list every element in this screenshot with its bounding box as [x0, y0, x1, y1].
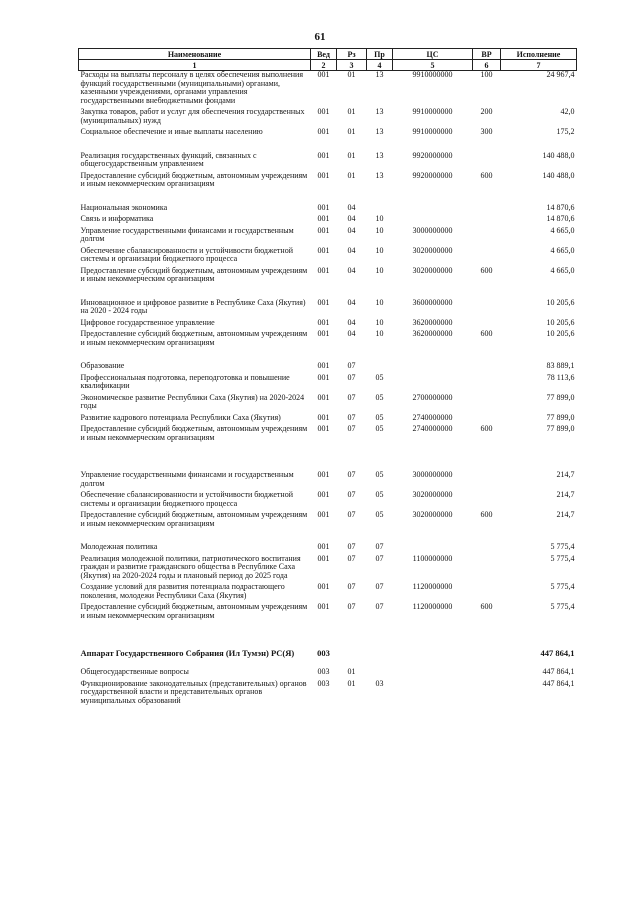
row-rz: 07 — [347, 372, 356, 382]
table-row — [79, 555, 577, 584]
row-cs: 2740000000 — [412, 412, 453, 422]
row-cs: 1120000000 — [412, 602, 453, 611]
row-name: Инновационное и цифровое развитие в Республике Саха (Якутия) на 2020 - 2024 годы — [80, 297, 306, 315]
row-pr: 03 — [375, 678, 384, 688]
row-amount: 5 775,4 — [550, 542, 575, 551]
row-name: Предоставление субсидий бюджетным, автономным учреждениям и иным некоммерческим организациям — [80, 265, 308, 283]
table-row — [79, 491, 577, 511]
row-ved: 001 — [317, 317, 330, 327]
header-number-row — [79, 60, 577, 71]
table-row — [79, 394, 577, 414]
table-row — [79, 215, 577, 227]
row-vr — [473, 374, 501, 394]
row-pr: 05 — [375, 510, 384, 519]
row-cs: 1120000000 — [412, 582, 453, 591]
row-name: Молодежная политика — [80, 542, 158, 551]
row-ved: 001 — [317, 412, 330, 422]
row-vr: 200 — [480, 107, 493, 116]
row-cs: 3000000000 — [412, 225, 453, 235]
table-row — [79, 267, 577, 287]
row-ved: 001 — [317, 245, 330, 255]
row-vr: 600 — [480, 265, 493, 275]
row-ved: 003 — [317, 648, 330, 658]
row-pr: 13 — [375, 170, 384, 180]
row-pr: 07 — [375, 542, 384, 551]
row-rz: 07 — [347, 361, 356, 370]
row-vr — [473, 445, 501, 491]
row-name: Управление государственными финансами и государственным долгом — [80, 470, 294, 488]
row-vr: 300 — [480, 127, 493, 136]
row-pr: 05 — [375, 470, 384, 479]
row-ved: 001 — [317, 582, 330, 591]
table-row — [79, 330, 577, 350]
row-rz: 07 — [347, 470, 356, 479]
table-row — [79, 247, 577, 267]
row-cs: 2700000000 — [412, 392, 453, 402]
row-amount: 24 967,4 — [546, 70, 575, 79]
row-amount: 10 205,6 — [546, 329, 575, 338]
row-amount: 175,2 — [556, 127, 575, 136]
row-rz: 07 — [347, 424, 356, 433]
row-amount: 447 864,1 — [542, 667, 575, 676]
row-pr: 05 — [375, 490, 384, 499]
row-ved: 001 — [317, 297, 330, 307]
row-vr — [473, 583, 501, 603]
col-header-ved: Вед — [311, 49, 337, 60]
row-cs: 3020000000 — [412, 245, 453, 255]
row-vr — [473, 140, 501, 172]
row-ved: 001 — [317, 372, 330, 382]
row-rz — [337, 623, 367, 668]
col-header-cs: ЦС — [393, 49, 473, 60]
row-name: Закупка товаров, работ и услуг для обеспечения государственных (муниципальных) нужд — [80, 107, 305, 125]
row-pr: 07 — [375, 602, 384, 611]
row-vr — [473, 227, 501, 247]
table-row — [79, 140, 577, 172]
row-cs: 3600000000 — [412, 297, 453, 307]
table-row — [79, 128, 577, 140]
page-number: 61 — [314, 31, 326, 43]
row-ved: 001 — [317, 392, 330, 402]
row-name: Социальное обеспечение и иные выплаты населению — [80, 127, 263, 136]
row-amount: 42,0 — [560, 107, 575, 116]
row-amount: 4 665,0 — [550, 245, 575, 255]
row-rz: 04 — [347, 297, 356, 307]
row-name: Управление государственными финансами и государственным долгом — [80, 225, 294, 243]
row-vr — [473, 247, 501, 267]
row-rz: 01 — [347, 678, 356, 688]
row-name: Связь и информатика — [80, 214, 154, 223]
row-amount: 78 113,6 — [546, 372, 575, 382]
row-amount: 77 899,0 — [546, 412, 575, 422]
row-pr: 05 — [375, 392, 384, 402]
table-row — [79, 511, 577, 531]
col-number: 7 — [501, 60, 577, 71]
row-pr: 13 — [375, 150, 384, 160]
row-pr — [367, 192, 393, 216]
row-rz: 04 — [347, 317, 356, 327]
row-amount: 447 864,1 — [540, 648, 575, 658]
row-pr: 10 — [375, 265, 384, 275]
row-name: Национальная экономика — [80, 202, 168, 212]
row-rz: 07 — [347, 582, 356, 591]
row-cs: 9920000000 — [412, 170, 453, 180]
row-pr — [367, 623, 393, 668]
row-rz: 01 — [347, 107, 356, 116]
row-pr: 10 — [375, 297, 384, 307]
row-ved: 001 — [317, 225, 330, 235]
row-name: Предоставление субсидий бюджетным, автономным учреждениям и иным некоммерческим организациям — [80, 170, 308, 188]
col-header-vr: ВР — [473, 49, 501, 60]
row-name: Предоставление субсидий бюджетным, автономным учреждениям и иным некоммерческим организациям — [80, 602, 308, 620]
header-row — [79, 49, 577, 60]
row-ved: 001 — [317, 490, 330, 499]
row-cs — [393, 623, 473, 668]
row-rz: 04 — [347, 245, 356, 255]
table-row — [79, 425, 577, 445]
row-ved: 001 — [317, 424, 330, 433]
col-number: 6 — [473, 60, 501, 71]
row-cs: 9920000000 — [412, 150, 453, 160]
table-row — [79, 71, 577, 109]
row-ved: 001 — [317, 107, 330, 116]
row-amount: 4 665,0 — [550, 225, 575, 235]
row-pr: 10 — [375, 329, 384, 338]
row-ved: 001 — [317, 214, 330, 223]
row-pr: 13 — [375, 127, 384, 136]
row-vr — [473, 668, 501, 680]
row-pr: 05 — [375, 372, 384, 382]
row-amount: 14 870,6 — [546, 214, 575, 223]
row-name: Предоставление субсидий бюджетным, автономным учреждениям и иным некоммерческим организациям — [80, 329, 308, 347]
row-amount: 4 665,0 — [550, 265, 575, 275]
table-row — [79, 668, 577, 680]
row-ved: 001 — [317, 170, 330, 180]
row-rz: 01 — [347, 70, 356, 79]
row-name: Предоставление субсидий бюджетным, автономным учреждениям и иным некоммерческим организациям — [80, 510, 308, 528]
row-amount: 5 775,4 — [550, 602, 575, 611]
row-vr: 600 — [480, 170, 493, 180]
row-cs — [393, 215, 473, 227]
row-ved: 001 — [317, 202, 330, 212]
row-amount: 83 889,1 — [546, 361, 575, 370]
row-rz: 01 — [347, 170, 356, 180]
row-rz: 07 — [347, 490, 356, 499]
row-name: Профессиональная подготовка, переподготовка и повышение квалификации — [80, 372, 290, 390]
row-vr — [473, 350, 501, 374]
row-amount: 77 899,0 — [546, 392, 575, 402]
row-amount: 5 775,4 — [550, 553, 575, 563]
col-header-pr: Пр — [367, 49, 393, 60]
row-cs — [393, 374, 473, 394]
row-rz: 04 — [347, 329, 356, 338]
row-amount: 140 488,0 — [542, 170, 575, 180]
row-pr: 05 — [375, 412, 384, 422]
row-ved: 001 — [317, 70, 330, 79]
table-row — [79, 603, 577, 623]
row-vr — [473, 491, 501, 511]
table-row — [79, 227, 577, 247]
row-cs — [393, 192, 473, 216]
row-vr — [473, 287, 501, 319]
row-name: Предоставление субсидий бюджетным, автономным учреждениям и иным некоммерческим организациям — [80, 424, 308, 442]
table-row — [79, 623, 577, 668]
row-cs: 9910000000 — [412, 107, 453, 116]
row-ved: 001 — [317, 127, 330, 136]
row-cs — [393, 680, 473, 709]
row-ved: 001 — [317, 510, 330, 519]
row-name: Аппарат Государственного Собрания (Ил Тумэн) РС(Я) — [80, 648, 295, 658]
row-amount: 10 205,6 — [546, 297, 575, 307]
col-number: 3 — [337, 60, 367, 71]
row-rz: 01 — [347, 667, 356, 676]
row-rz: 04 — [347, 225, 356, 235]
row-cs: 3020000000 — [412, 490, 453, 499]
col-number: 1 — [79, 60, 311, 71]
row-ved: 001 — [317, 470, 330, 479]
row-cs — [393, 668, 473, 680]
row-ved: 001 — [317, 361, 330, 370]
row-amount: 214,7 — [556, 490, 575, 499]
row-vr: 600 — [480, 510, 493, 519]
row-vr — [473, 680, 501, 709]
row-cs: 3620000000 — [412, 329, 453, 338]
row-vr: 600 — [480, 424, 493, 433]
row-name: Расходы на выплаты персоналу в целях обеспечения выполнения функций государственными (муниципальными) органами, казенными учреждениями, органами управления государственными внебюджетными фондами — [80, 70, 303, 105]
table-row — [79, 583, 577, 603]
row-rz: 04 — [347, 214, 356, 223]
row-cs: 3000000000 — [412, 470, 453, 479]
col-header-amount: Исполнение — [501, 49, 577, 60]
row-amount: 214,7 — [556, 470, 575, 479]
row-pr: 10 — [375, 225, 384, 235]
table-row — [79, 374, 577, 394]
row-amount: 10 205,6 — [546, 317, 575, 327]
row-vr: 600 — [480, 329, 493, 338]
row-cs: 9910000000 — [412, 127, 453, 136]
row-rz: 07 — [347, 553, 356, 563]
row-name: Обеспечение сбалансированности и устойчивости бюджетной системы и организации бюджетного процесса — [80, 490, 293, 508]
row-vr — [473, 394, 501, 414]
row-name: Развитие кадрового потенциала Республики Саха (Якутия) — [80, 412, 281, 422]
table-row — [79, 287, 577, 319]
row-ved: 001 — [317, 329, 330, 338]
row-amount: 5 775,4 — [550, 582, 575, 591]
row-cs: 9910000000 — [412, 70, 453, 79]
row-cs: 3020000000 — [412, 510, 453, 519]
row-ved: 001 — [317, 150, 330, 160]
row-cs: 2740000000 — [412, 424, 453, 433]
row-pr — [367, 350, 393, 374]
row-ved: 001 — [317, 553, 330, 563]
row-name: Обеспечение сбалансированности и устойчивости бюджетной системы и организации бюджетного процесса — [80, 245, 293, 263]
row-pr: 05 — [375, 424, 384, 433]
row-rz: 07 — [347, 510, 356, 519]
row-ved: 001 — [317, 602, 330, 611]
table-row — [79, 680, 577, 709]
row-cs — [393, 350, 473, 374]
row-pr — [367, 668, 393, 680]
row-rz: 07 — [347, 542, 356, 551]
row-vr: 100 — [480, 70, 493, 79]
row-vr: 600 — [480, 602, 493, 611]
row-vr — [473, 623, 501, 668]
row-vr — [473, 215, 501, 227]
row-pr: 13 — [375, 107, 384, 116]
row-name: Цифровое государственное управление — [80, 317, 215, 327]
row-cs — [393, 531, 473, 555]
row-name: Функционирование законодательных (представительных) органов государственной власти и представительных органов муниципальных образований — [80, 678, 307, 705]
row-name: Реализация молодежной политики, патриотического воспитания граждан и развитие гражданского общества в Республике Саха (Якутия) на 2020-2024 годы и плановый период до 2025 года — [80, 553, 301, 580]
row-pr: 07 — [375, 553, 384, 563]
col-header-name: Наименование — [79, 49, 311, 60]
table-row — [79, 531, 577, 555]
row-rz: 07 — [347, 392, 356, 402]
row-amount: 140 488,0 — [542, 150, 575, 160]
col-header-rz: Рз — [337, 49, 367, 60]
row-cs: 1100000000 — [412, 553, 453, 563]
row-ved: 001 — [317, 265, 330, 275]
row-amount: 14 870,6 — [546, 202, 575, 212]
table-row — [79, 445, 577, 491]
row-ved: 001 — [317, 542, 330, 551]
col-number: 5 — [393, 60, 473, 71]
row-ved: 003 — [317, 667, 330, 676]
col-number: 2 — [311, 60, 337, 71]
table-row — [79, 350, 577, 374]
row-vr — [473, 192, 501, 216]
row-amount: 214,7 — [556, 510, 575, 519]
row-vr — [473, 531, 501, 555]
row-rz: 01 — [347, 150, 356, 160]
row-name: Образование — [80, 361, 125, 370]
row-name: Экономическое развитие Республики Саха (Якутия) на 2020-2024 годы — [80, 392, 305, 410]
row-rz: 01 — [347, 127, 356, 136]
col-number: 4 — [367, 60, 393, 71]
row-amount: 77 899,0 — [546, 424, 575, 433]
row-rz: 04 — [347, 265, 356, 275]
row-amount: 447 864,1 — [542, 678, 575, 688]
table-row — [79, 172, 577, 192]
row-rz: 04 — [347, 202, 356, 212]
row-cs: 3020000000 — [412, 265, 453, 275]
row-rz: 07 — [347, 602, 356, 611]
row-vr — [473, 555, 501, 584]
table-row — [79, 108, 577, 128]
row-pr: 13 — [375, 70, 384, 79]
row-name: Реализация государственных функций, связанных с общегосударственным управлением — [80, 150, 257, 168]
row-cs: 3620000000 — [412, 317, 453, 327]
row-name: Создание условий для развития потенциала подрастающего поколения, молодежи Республики Саха (Якутия) — [80, 582, 285, 600]
row-pr: 10 — [375, 317, 384, 327]
table-row — [79, 192, 577, 216]
row-rz: 07 — [347, 412, 356, 422]
row-pr: 10 — [375, 245, 384, 255]
budget-table — [78, 48, 577, 708]
row-name: Общегосударственные вопросы — [80, 667, 189, 676]
row-pr: 10 — [375, 214, 384, 223]
row-pr: 07 — [375, 582, 384, 591]
row-ved: 003 — [317, 678, 330, 688]
